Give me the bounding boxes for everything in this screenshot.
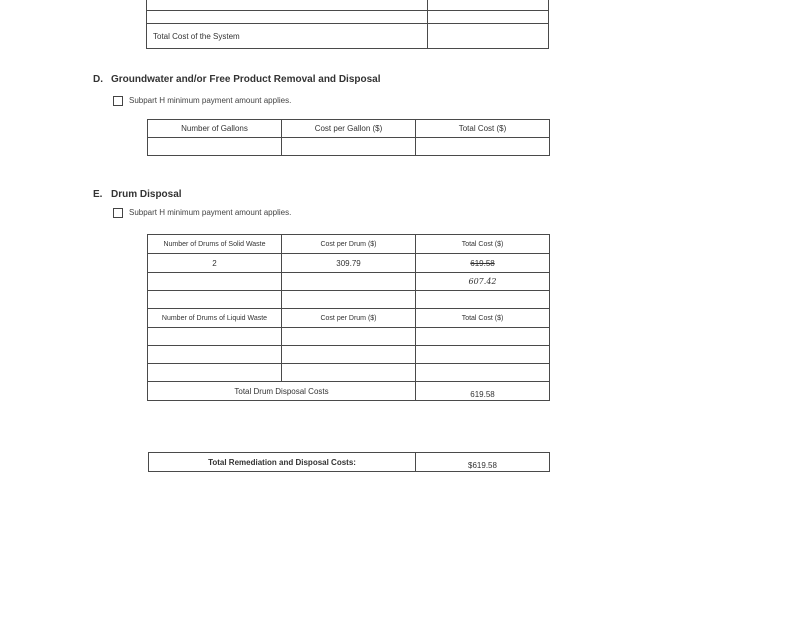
table-cell[interactable] — [282, 328, 416, 346]
handwritten-total: 607.42 — [468, 277, 497, 286]
column-header: Total Cost ($) — [416, 120, 550, 138]
grand-total-table — [148, 452, 550, 472]
table-cell[interactable] — [282, 346, 416, 364]
column-header: Cost per Drum ($) — [282, 309, 416, 328]
groundwater-table — [147, 119, 550, 156]
solid-total-cost-handwritten[interactable] — [416, 273, 550, 291]
table-cell[interactable] — [416, 291, 550, 309]
section-d-heading — [93, 74, 381, 85]
section-d-title: Groundwater and/or Free Product Removal and Disposal — [111, 74, 381, 85]
column-header: Total Cost ($) — [416, 235, 550, 254]
struck-total: 619.58 — [470, 258, 495, 268]
column-header: Total Cost ($) — [416, 309, 550, 328]
table-cell[interactable] — [416, 364, 550, 382]
section-e-heading — [93, 189, 182, 200]
section-d-letter: D. — [93, 74, 103, 85]
table-cell — [428, 0, 549, 11]
table-cell[interactable] — [148, 291, 282, 309]
subpart-h-checkbox-d[interactable] — [113, 96, 123, 106]
subpart-h-label-d: Subpart H minimum payment amount applies. — [129, 96, 292, 106]
table-cell — [428, 11, 549, 24]
column-header: Cost per Gallon ($) — [282, 120, 416, 138]
solid-total-cost-struck[interactable] — [416, 254, 550, 273]
table-cell[interactable] — [148, 328, 282, 346]
table-cell — [147, 0, 428, 11]
subpart-h-checkbox-e[interactable] — [113, 208, 123, 218]
table-cell[interactable] — [148, 346, 282, 364]
cost-per-gallon-cell[interactable] — [282, 138, 416, 156]
column-header: Cost per Drum ($) — [282, 235, 416, 254]
total-remediation-label: Total Remediation and Disposal Costs: — [149, 453, 416, 472]
table-cell[interactable] — [148, 273, 282, 291]
section-e-letter: E. — [93, 189, 103, 200]
total-cost-cell[interactable] — [416, 138, 550, 156]
system-cost-table — [146, 0, 549, 49]
column-header: Number of Drums of Liquid Waste — [148, 309, 282, 328]
table-cell — [147, 11, 428, 24]
column-header: Number of Gallons — [148, 120, 282, 138]
total-system-cost-label: Total Cost of the System — [147, 24, 428, 49]
section-d-option — [113, 96, 291, 106]
column-header: Number of Drums of Solid Waste — [148, 235, 282, 254]
table-cell[interactable] — [416, 328, 550, 346]
total-drum-disposal-value[interactable]: 619.58 — [416, 382, 550, 401]
table-cell[interactable] — [282, 273, 416, 291]
table-cell[interactable] — [282, 364, 416, 382]
section-e-title: Drum Disposal — [111, 189, 182, 200]
total-remediation-value[interactable]: $619.58 — [416, 453, 550, 472]
drum-disposal-table — [147, 234, 550, 401]
table-cell[interactable] — [282, 291, 416, 309]
solid-cost-per-drum[interactable]: 309.79 — [282, 254, 416, 273]
table-cell[interactable] — [148, 364, 282, 382]
gallons-cell[interactable] — [148, 138, 282, 156]
total-system-cost-value[interactable] — [428, 24, 549, 49]
subpart-h-label-e: Subpart H minimum payment amount applies. — [129, 208, 292, 218]
section-e-option — [113, 208, 291, 218]
table-cell[interactable] — [416, 346, 550, 364]
solid-drum-count[interactable]: 2 — [148, 254, 282, 273]
total-drum-disposal-label: Total Drum Disposal Costs — [148, 382, 416, 401]
